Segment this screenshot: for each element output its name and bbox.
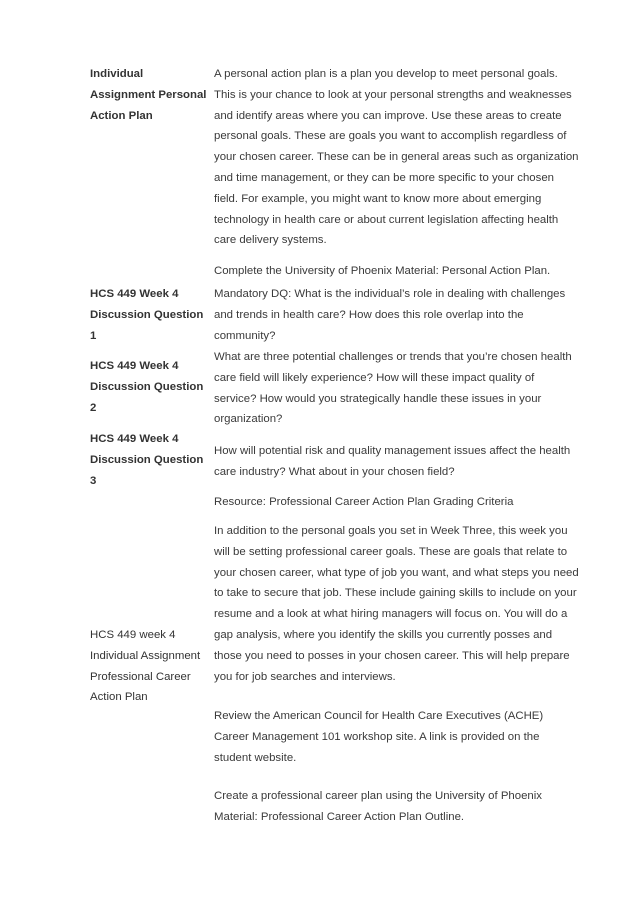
label-professional-career-action-plan bbox=[90, 625, 215, 708]
content-line: field. For example, you might want to know more about emerging bbox=[214, 192, 542, 205]
label-line: Discussion Question bbox=[90, 308, 204, 321]
label-line: HCS 449 Week 4 bbox=[90, 433, 179, 445]
content-line: Material: Professional Career Action Plan Outline. bbox=[214, 810, 465, 823]
content-complete-material bbox=[214, 261, 602, 282]
content-line: care field will likely experience? How will these impact quality of bbox=[214, 371, 535, 384]
content-dq3 bbox=[214, 441, 602, 483]
label-line: Assignment Personal bbox=[90, 88, 207, 101]
label-line: HCS 449 Week 4 bbox=[90, 288, 179, 300]
content-line: Review the American Council for Health Care Executives (ACHE) bbox=[214, 710, 544, 722]
content-line: service? How would you strategically handle these issues in your bbox=[214, 392, 542, 405]
content-dq2 bbox=[214, 347, 602, 430]
content-line: your chosen career. These can be in general areas such as organization bbox=[214, 151, 579, 164]
content-line: community? bbox=[214, 329, 276, 342]
label-line: Action Plan bbox=[90, 109, 153, 122]
label-dq3 bbox=[90, 429, 215, 491]
content-line: Complete the University of Phoenix Material: Personal Action Plan. bbox=[214, 265, 551, 277]
content-line: Resource: Professional Career Action Plan Grading Criteria bbox=[214, 496, 514, 508]
content-line: those you need to posses in your chosen career. This will help prepare bbox=[214, 649, 570, 662]
content-line: and identify areas where you can improve. Use these areas to create bbox=[214, 109, 562, 122]
label-line: Individual bbox=[90, 68, 144, 80]
content-review-ache bbox=[214, 706, 602, 768]
content-professional-career-intro bbox=[214, 521, 602, 687]
content-line: Create a professional career plan using the University of Phoenix bbox=[214, 790, 542, 802]
content-line: and time management, or they can be more specific to your chosen bbox=[214, 171, 555, 184]
content-line: Mandatory DQ: What is the individual’s role in dealing with challenges bbox=[214, 288, 566, 300]
label-dq1 bbox=[90, 284, 215, 346]
content-line: In addition to the personal goals you set in Week Three, this week you bbox=[214, 525, 568, 537]
content-dq1 bbox=[214, 284, 602, 346]
label-individual-assignment-personal-action-plan bbox=[90, 64, 215, 126]
content-resource bbox=[214, 492, 602, 513]
label-line: Individual Assignment bbox=[90, 649, 201, 662]
content-line: student website. bbox=[214, 751, 297, 764]
label-line: HCS 449 week 4 bbox=[90, 629, 176, 641]
content-line: Career Management 101 workshop site. A link is provided on the bbox=[214, 730, 540, 743]
content-line: care delivery systems. bbox=[214, 234, 327, 247]
content-line: technology in health care or about current legislation affecting health bbox=[214, 213, 559, 226]
label-line: Professional Career bbox=[90, 670, 191, 683]
content-line: you for job searches and interviews. bbox=[214, 670, 396, 683]
content-line: to take to secure that job. These include gaining skills to include on your bbox=[214, 587, 577, 600]
label-line: 3 bbox=[90, 474, 97, 487]
label-line: HCS 449 Week 4 bbox=[90, 360, 179, 372]
label-line: Action Plan bbox=[90, 691, 148, 704]
content-line: How will potential risk and quality management issues affect the health bbox=[214, 445, 571, 457]
label-line: Discussion Question bbox=[90, 453, 204, 466]
content-create-plan bbox=[214, 786, 602, 828]
label-line: 1 bbox=[90, 329, 97, 342]
content-line: organization? bbox=[214, 413, 283, 426]
content-line: What are three potential challenges or trends that you’re chosen health bbox=[214, 351, 572, 363]
content-personal-action-plan bbox=[214, 64, 602, 251]
label-line: 2 bbox=[90, 401, 97, 414]
label-dq2 bbox=[90, 356, 215, 418]
content-line: care industry? What about in your chosen field? bbox=[214, 465, 455, 478]
content-line: will be setting professional career goals. These are goals that relate to bbox=[214, 545, 568, 558]
content-line: and trends in health care? How does this role overlap into the bbox=[214, 308, 524, 321]
label-line: Discussion Question bbox=[90, 380, 204, 393]
content-line: gap analysis, where you identify the skills you currently posses and bbox=[214, 628, 553, 641]
content-line: This is your chance to look at your personal strengths and weaknesses bbox=[214, 88, 572, 101]
content-line: A personal action plan is a plan you develop to meet personal goals. bbox=[214, 68, 558, 80]
content-line: your chosen career, what type of job you want, and what steps you need bbox=[214, 566, 579, 579]
content-line: personal goals. These are goals you want to accomplish regardless of bbox=[214, 130, 567, 143]
content-line: resume and a look at what hiring managers will focus on. You will do a bbox=[214, 608, 568, 621]
